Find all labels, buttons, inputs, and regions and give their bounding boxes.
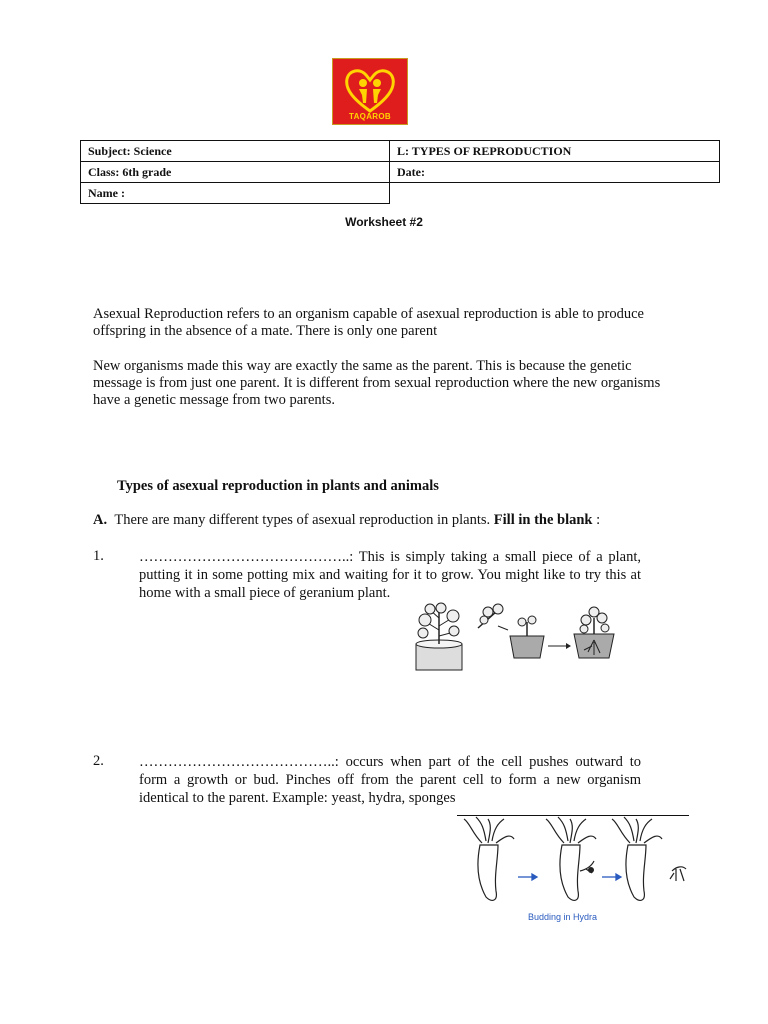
item-2-number: 2. — [93, 753, 104, 769]
header-table — [80, 140, 720, 204]
plant-cutting-figure — [408, 600, 623, 672]
question-a-text: There are many different types of asexual reproduction in plants. — [114, 512, 491, 528]
hydra-caption: Budding in Hydra — [528, 912, 598, 922]
section-heading: Types of asexual reproduction in plants and animals — [117, 478, 439, 494]
empty-cell — [390, 183, 720, 204]
question-a-label: A. — [93, 512, 108, 528]
item-1-number: 1. — [93, 548, 104, 564]
logo-text: TAQAROB — [349, 112, 391, 121]
class-cell: Class: 6th grade — [81, 162, 390, 183]
worksheet-title: Worksheet #2 — [345, 215, 423, 229]
taqarob-logo — [332, 58, 408, 125]
name-cell[interactable]: Name : — [81, 183, 390, 204]
hydra-budding-figure — [458, 815, 693, 910]
item-1-text[interactable]: ……………………………………..: This is simply taking a small piece of a plant, putting it in some potting mix and waiting for it to grow. You might like to try this at home with a small piece of geranium plant. — [139, 549, 641, 601]
question-a — [93, 512, 600, 529]
subject-cell: Subject: Science — [81, 141, 390, 162]
question-a-emphasis: Fill in the blank — [493, 512, 593, 528]
lesson-cell: L: TYPES OF REPRODUCTION — [390, 141, 720, 162]
intro-paragraph-1: Asexual Reproduction refers to an organism capable of asexual reproduction is able to produce offspring in the absence of a mate. There is only one parent — [93, 306, 644, 339]
intro-paragraph-2: New organisms made this way are exactly the same as the parent. This is because the genetic message is from just one parent. It is different from sexual reproduction where the new organisms have a genetic message from two parents. — [93, 358, 661, 408]
item-2-text[interactable]: …………………………………..: occurs when part of the cell pushes outward to form a growth or bud. Pinches off from the parent cell to form a new organism identical to the parent. Example: yeast, hydra, sponges — [139, 754, 641, 806]
question-a-suffix: : — [596, 512, 601, 528]
date-cell[interactable]: Date: — [390, 162, 720, 183]
